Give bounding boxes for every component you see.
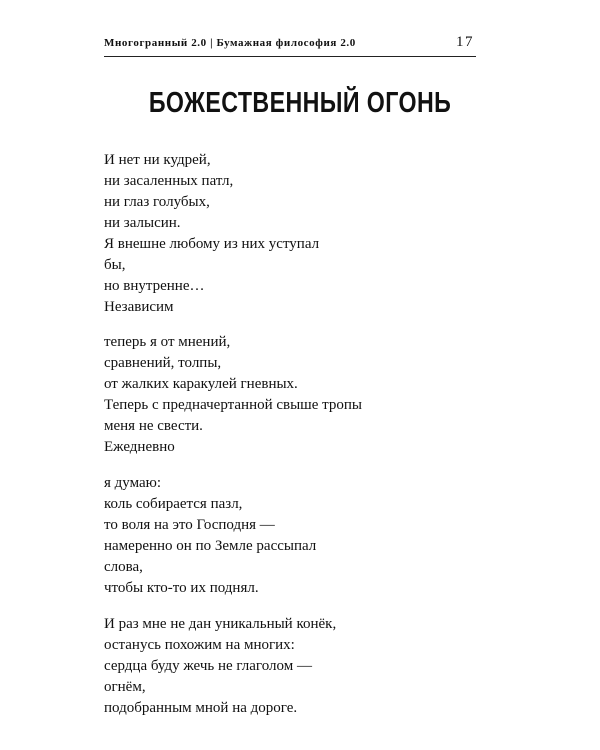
poem-line: ни засаленных патл, [104,173,234,189]
poem-line: коль собирается пазл, [104,496,243,512]
running-title: Многогранный 2.0 | Бумажная философия 2.0 [104,37,356,49]
poem-line: то воля на это Господня — [104,517,275,533]
running-head [104,34,476,57]
poem-line: И раз мне не дан уникальный конёк, [104,616,337,632]
poem-line: Ежедневно [104,439,175,455]
poem-line: сердца буду жечь не глаголом — [104,658,312,674]
poem-line: меня не свести. [104,418,203,434]
poem-line: Я внешне любому из них уступал [104,236,320,252]
poem-line: но внутренне… [104,278,205,294]
poem-line: слова, [104,559,143,575]
poem-title: БОЖЕСТВЕННЫЙ ОГОНЬ [148,87,452,119]
poem-line: от жалких каракулей гневных. [104,376,298,392]
poem-line: сравнений, толпы, [104,355,222,371]
page-number: 17 [456,34,474,50]
poem-line: ни залысин. [104,215,181,231]
poem-line: теперь я от мнений, [104,334,231,350]
poem-line: останусь похожим на многих: [104,637,295,653]
poem-line: огнём, [104,679,146,695]
poem-line: Теперь с предначертанной свыше тропы [104,397,362,413]
poem-line: И нет ни кудрей, [104,152,211,168]
poem-line: я думаю: [104,475,162,491]
poem-line: подобранным мной на дороге. [104,700,298,716]
poem-line: намеренно он по Земле рассыпал [104,538,317,554]
poem-line: чтобы кто-то их поднял. [104,580,259,596]
poem-line: бы, [104,257,126,273]
poem-line: Независим [104,299,174,315]
poem-line: ни глаз голубых, [104,194,210,210]
